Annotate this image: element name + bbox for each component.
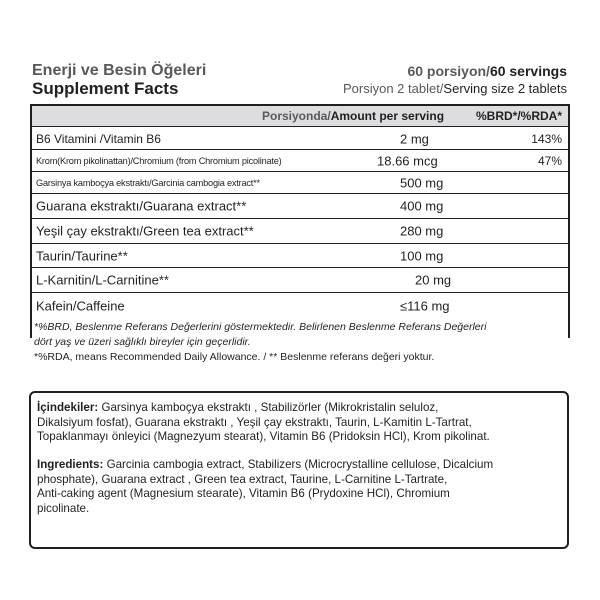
row-name: Guarana ekstraktı/Guarana extract**	[36, 198, 247, 214]
row-amount: 18.66 mcg	[377, 153, 438, 168]
row-amount: 500 mg	[400, 175, 444, 190]
ingredients-en-line: picolinate.	[37, 501, 90, 515]
ingredients-tr	[37, 401, 561, 445]
amount-header	[262, 109, 444, 123]
footnote-brd-1: *%BRD, Beslenme Referans Değerlerini göstermektedir. Belirlenen Beslenme Referans Değerleri	[34, 321, 487, 333]
ingredients-box	[29, 391, 569, 549]
row-name: Krom(Krom pikolinattan)/Chromium (from Chromium picolinate)	[36, 155, 282, 166]
ingredients-tr-label: İçindekiler:	[37, 401, 99, 414]
row-name: L-Karnitin/L-Carnitine**	[36, 272, 169, 288]
ingredients-tr-line: Topaklanmayı önleyici (Magnezyum stearat), Vitamin B6 (Pridoksin HCl), Krom pikolinat.	[37, 430, 490, 444]
table-row	[32, 219, 568, 244]
ingredients-en-line: Anti-caking agent (Magnesium stearate), Vitamin B6 (Prydoxine HCl), Chromium	[37, 487, 450, 501]
footnote-rda: *%RDA, means Recommended Daily Allowance. / ** Beslenme referans değeri yoktur.	[34, 351, 435, 363]
row-amount: 20 mg	[415, 272, 452, 288]
ingredients-en-line: phosphate), Guarana extract , Green tea extract, Taurine, L-Carnitine L-Tartrate,	[37, 472, 448, 486]
ingredients-en-line: Garcinia cambogia extract, Stabilizers (Microcrystalline cellulose, Dicalcium	[103, 458, 494, 471]
ingredients-tr-line: Dikalsiyum fosfat), Guarana ekstraktı , Yeşil çay ekstraktı, Taurin, L-Kamitin L-Tartrat,	[37, 415, 472, 429]
row-name: Taurin/Taurine**	[36, 248, 128, 263]
row-name: Yeşil çay ekstraktı/Green tea extract**	[36, 223, 254, 239]
size-tr: Porsiyon 2 tablet/	[342, 81, 444, 96]
row-pct: 143%	[531, 131, 562, 146]
ingredients-tr-line: Garsinya kamboçya ekstraktı , Stabilizörler (Mikrokristalin seluloz,	[98, 401, 439, 414]
row-amount: 280 mg	[400, 223, 444, 239]
table-row	[32, 172, 568, 194]
row-name: B6 Vitamini /Vitamin B6	[36, 131, 161, 146]
footnote-brd-2: dört yaş ve üzeri sağlıklı bireyler için geçerlidir.	[34, 336, 251, 348]
facts-table	[30, 104, 570, 338]
amount-header-en: Amount per serving	[330, 109, 445, 123]
servings-count	[407, 63, 567, 79]
table-row	[32, 194, 568, 219]
row-amount: 2 mg	[400, 131, 429, 146]
table-header	[32, 106, 568, 127]
size-en: Serving size 2 tablets	[443, 81, 567, 96]
row-name: Kafein/Caffeine	[36, 298, 125, 313]
row-amount: 400 mg	[400, 198, 444, 214]
ingredients-en	[37, 458, 561, 516]
label-header	[0, 62, 600, 100]
row-amount: ≤116 mg	[400, 298, 450, 313]
row-name: Garsinya kamboçya ekstraktı/Garcinia cambogia extract**	[36, 177, 260, 188]
row-pct: 47%	[537, 153, 562, 168]
row-amount: 100 mg	[400, 248, 444, 263]
table-row	[32, 150, 568, 172]
pct-header: %BRD*/%RDA*	[475, 109, 562, 123]
amount-header-tr: Porsiyonda/	[262, 109, 331, 123]
table-row	[32, 128, 568, 150]
title-turkish: Enerji ve Besin Öğeleri	[32, 62, 207, 79]
ingredients-en-label: Ingredients:	[37, 458, 104, 471]
servings-en: 60 servings	[489, 63, 567, 79]
table-row	[32, 244, 568, 268]
table-row	[32, 268, 568, 293]
table-footnotes	[34, 320, 564, 365]
table-row	[32, 293, 568, 318]
servings-tr: 60 porsiyon/	[407, 63, 490, 79]
serving-size	[343, 81, 567, 96]
title-english: Supplement Facts	[32, 79, 179, 98]
